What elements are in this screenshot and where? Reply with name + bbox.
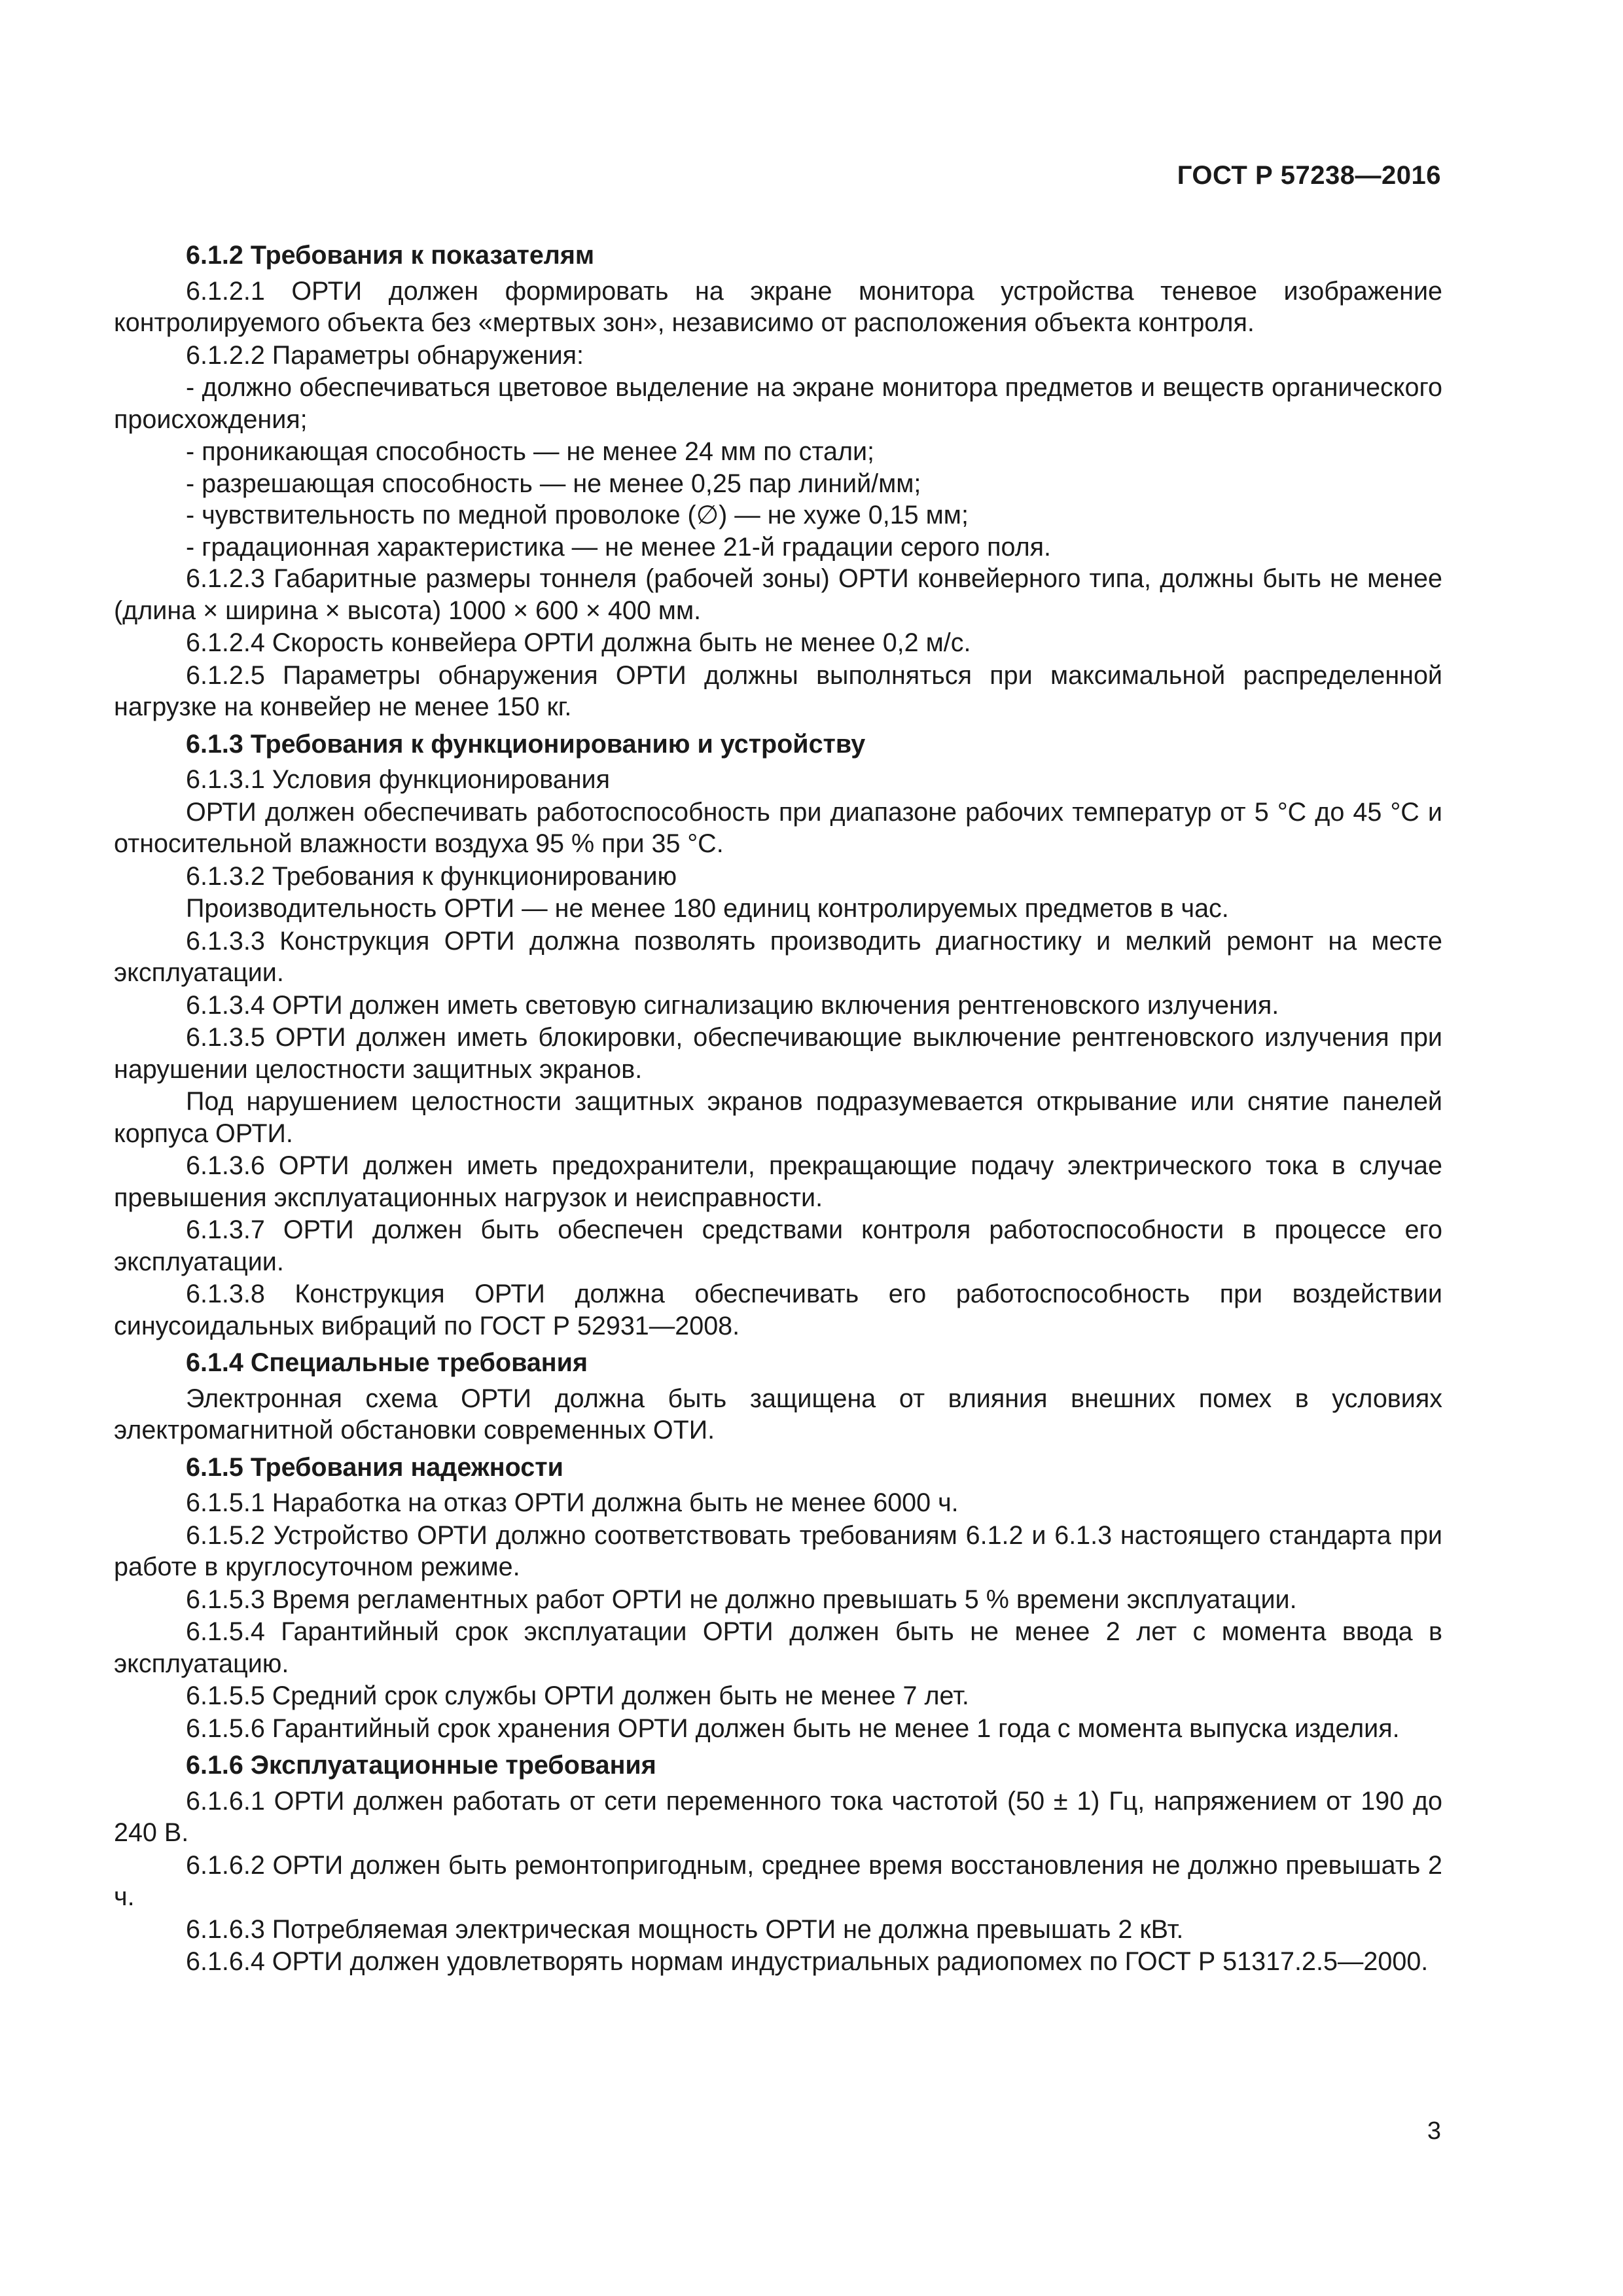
page-number: 3 (1427, 2117, 1441, 2145)
paragraph: 6.1.5.6 Гарантийный срок хранения ОРТИ должен быть не менее 1 года с момента выпуска изделия. (186, 1713, 1400, 1743)
paragraph: 6.1.3.8 Конструкция ОРТИ должна обеспечивать его работоспособность при воздействии синусоидальных вибраций по ГОСТ Р 52931—2008. (114, 1280, 1442, 1340)
list-item: - градационная характеристика — не менее 21-й градации серого поля. (186, 532, 1052, 562)
list-item: - проникающая способность — не менее 24 мм по стали; (186, 437, 875, 466)
paragraph: 6.1.5.2 Устройство ОРТИ должно соответствовать требованиям 6.1.2 и 6.1.3 настоящего стандарта при работе в круглосуточном режиме. (114, 1520, 1442, 1581)
paragraph: 6.1.2.5 Параметры обнаружения ОРТИ должны выполняться при максимальной распределенной нагрузке на конвейер не менее 150 кг. (114, 660, 1442, 721)
paragraph: 6.1.3.1 Условия функционирования (186, 765, 610, 794)
paragraph: 6.1.6.3 Потребляемая электрическая мощность ОРТИ не должна превышать 2 кВт. (186, 1914, 1184, 1944)
paragraph: 6.1.2.3 Габаритные размеры тоннеля (рабочей зоны) ОРТИ конвейерного типа, должны быть не менее (длина × ширина × высота) 1000 × 600 × 400 мм. (114, 564, 1442, 625)
paragraph: 6.1.3.2 Требования к функционированию (186, 861, 677, 891)
paragraph: 6.1.3.5 ОРТИ должен иметь блокировки, обеспечивающие выключение рентгеновского излучения при нарушении целостности защитных экранов. (114, 1023, 1442, 1084)
paragraph: 6.1.5.4 Гарантийный срок эксплуатации ОРТИ должен быть не менее 2 лет с момента ввода в эксплуатацию. (114, 1617, 1442, 1678)
paragraph: 6.1.3.3 Конструкция ОРТИ должна позволять производить диагностику и мелкий ремонт на месте эксплуатации. (114, 926, 1442, 987)
paragraph: 6.1.3.7 ОРТИ должен быть обеспечен средствами контроля работоспособности в процессе его эксплуатации. (114, 1215, 1442, 1276)
paragraph: 6.1.6.1 ОРТИ должен работать от сети переменного тока частотой (50 ± 1) Гц, напряжением от 190 до 240 В. (114, 1786, 1442, 1847)
section-heading: 6.1.5 Требования надежности (186, 1452, 563, 1482)
paragraph: 6.1.5.3 Время регламентных работ ОРТИ не должно превышать 5 % времени эксплуатации. (186, 1585, 1297, 1614)
paragraph: Электронная схема ОРТИ должна быть защищена от влияния внешних помех в условиях электромагнитной обстановки современных ОТИ. (114, 1384, 1442, 1444)
paragraph: 6.1.5.1 Наработка на отказ ОРТИ должна быть не менее 6000 ч. (186, 1488, 959, 1517)
paragraph: Производительность ОРТИ — не менее 180 единиц контролируемых предметов в час. (186, 894, 1229, 923)
paragraph: 6.1.3.4 ОРТИ должен иметь световую сигнализацию включения рентгеновского излучения. (186, 990, 1279, 1020)
paragraph: 6.1.2.4 Скорость конвейера ОРТИ должна быть не менее 0,2 м/с. (186, 628, 971, 657)
section-heading: 6.1.4 Специальные требования (186, 1348, 588, 1377)
paragraph: 6.1.6.2 ОРТИ должен быть ремонтопригодным, среднее время восстановления не должно превышать 2 ч. (114, 1850, 1442, 1911)
paragraph: Под нарушением целостности защитных экранов подразумевается открывание или снятие панелей корпуса ОРТИ. (114, 1087, 1442, 1148)
paragraph: 6.1.2.1 ОРТИ должен формировать на экране монитора устройства теневое изображение контролируемого объекта без «мертвых зон», независимо от расположения объекта контроля. (114, 276, 1442, 337)
paragraph: ОРТИ должен обеспечивать работоспособность при диапазоне рабочих температур от 5 °С до 45 °С и относительной влажности воздуха 95 % при 35 °С. (114, 797, 1442, 858)
paragraph: - должно обеспечиваться цветовое выделение на экране монитора предметов и веществ органического происхождения; (114, 373, 1442, 434)
section-heading: 6.1.2 Требования к показателям (186, 241, 595, 270)
list-item: - чувствительность по медной проволоке (∅) — не хуже 0,15 мм; (186, 501, 969, 529)
document-code-header: ГОСТ Р 57238—2016 (1177, 161, 1441, 190)
paragraph: 6.1.5.5 Средний срок службы ОРТИ должен быть не менее 7 лет. (186, 1681, 969, 1710)
paragraph: 6.1.6.4 ОРТИ должен удовлетворять нормам индустриальных радиопомех по ГОСТ Р 51317.2.5—2000. (186, 1947, 1429, 1976)
paragraph: 6.1.2.2 Параметры обнаружения: (186, 340, 584, 370)
paragraph: 6.1.3.6 ОРТИ должен иметь предохранители, прекращающие подачу электрического тока в случае превышения эксплуатационных нагрузок и неисправности. (114, 1151, 1442, 1212)
document-body (114, 234, 1442, 1979)
section-heading: 6.1.3 Требования к функционированию и устройству (186, 729, 866, 759)
section-heading: 6.1.6 Эксплуатационные требования (186, 1751, 656, 1780)
list-item: - разрешающая способность — не менее 0,25 пар линий/мм; (186, 469, 921, 498)
